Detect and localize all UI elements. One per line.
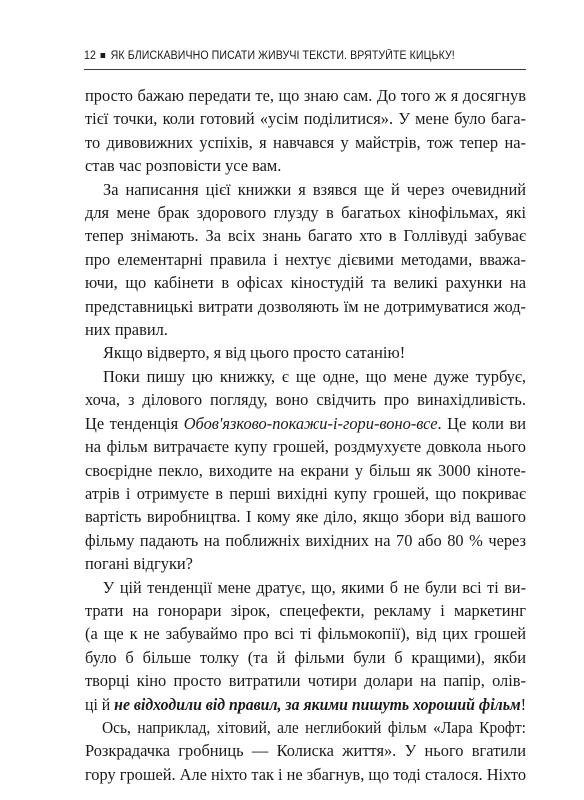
text-line: то дивовижних успіхів, я навчався у майстрів, тож тепер на- (85, 132, 526, 152)
paragraph-5 (85, 576, 526, 716)
text-run: Це тенденція (85, 413, 184, 433)
text-line: Якщо відверто, я від цього просто сатанію! (103, 343, 406, 363)
italic-phrase: Обов'язково-покажи-і-гори-воно-все (183, 413, 438, 433)
text-line: творці кіно просто витратили чотири долари на папір, олів- (85, 671, 526, 691)
text-line: ючи, що кабінети в офісах кіностудій та великі рахунки на (85, 273, 526, 293)
paragraph-1 (85, 84, 526, 178)
text-line: Ось, наприклад, хітовий, але неглибокий фільм «Лара Крофт: (101, 717, 526, 737)
text-line: про елементарні правила і нехтує дієвими методами, вважа- (85, 249, 526, 269)
text-line: тепер знімають. За всіх знань багато хто в Голлівуді забуває (85, 226, 526, 246)
book-title: ЯК БЛИСКАВИЧНО ПИСАТИ ЖИВУЧІ ТЕКСТИ. ВРЯТУЙТЕ КИЦЬКУ! (110, 50, 455, 62)
text-line: фільму падають на поближніх вихідних на 70 або 80 % через (85, 530, 526, 550)
text-line: на фільм витрачаєте купу грошей, роздмухуєте довкола нього (85, 437, 526, 457)
text-line: своєрідне пекло, виходите на екрани у більш як 3000 кінотe- (85, 460, 526, 480)
text-line: гору грошей. Але ніхто так і не збагнув, що тоді сталося. Ніхто (85, 764, 527, 784)
text-line: для мене брак здорового глузду в багатьох кінофільмах, які (85, 203, 526, 223)
emphasis-phrase: не відходили від правил, за якими пишуть хороший фільм (114, 694, 521, 714)
text-run: ! (520, 694, 527, 714)
text-line: просто бажаю передати те, що знаю сам. До того ж я досягнув (85, 86, 526, 105)
text-line: атрів і отримуєте в перші вихідні купу грошей, що покриває (85, 483, 526, 503)
text-line: Розкрадачка гробниць — Колиска життя». У нього вгатили (85, 741, 526, 761)
text-line: вартість виробництва. І кому яке діло, якщо збори від вашого (85, 507, 526, 527)
text-line: (а ще к не забуваймо про всі ті фільмокопії), від цих грошей (85, 624, 526, 644)
paragraph-6 (85, 716, 526, 786)
text-line: представницькі витрати дозволяють їм не дотримуватися жод- (85, 296, 526, 316)
paragraph-3 (85, 341, 526, 364)
text-line: них правил. (85, 320, 168, 340)
text-line: За написання цієї книжки я взявся ще й через очевидний (103, 179, 526, 199)
text-line: У цій тенденції мене дратує, що, якими б не були всі ті ви- (102, 577, 527, 597)
text-line: погані відгуки? (85, 554, 193, 574)
text-line: тієї точки, коли готовий «усім поділитися». У мене було бага- (85, 109, 526, 129)
text-run: . Це коли ви (437, 413, 526, 433)
text-line: трати на гонорари зірок, спецефекти, рекламу і маркетинг (85, 600, 526, 620)
text-line-mixed (85, 693, 526, 716)
paragraph-2 (85, 178, 526, 342)
text-line: було б більше толку (та й фільми були б кращими), якби (85, 647, 526, 667)
separator-bullet-icon (101, 53, 106, 58)
text-line: хоча, з ділового погляду, воно свідчить про винахідливість. (85, 390, 526, 410)
paragraph-4 (85, 365, 526, 576)
header-rule (84, 69, 526, 70)
text-line: Поки пишу цю книжку, є ще одне, що мене дуже турбує, (103, 366, 526, 386)
text-line: став час розповісти усе вам. (85, 156, 282, 176)
body-text (85, 84, 526, 786)
text-line-mixed (85, 412, 526, 435)
page-number: 12 (84, 50, 96, 62)
running-head (84, 50, 480, 62)
text-run: ці й (85, 694, 115, 714)
